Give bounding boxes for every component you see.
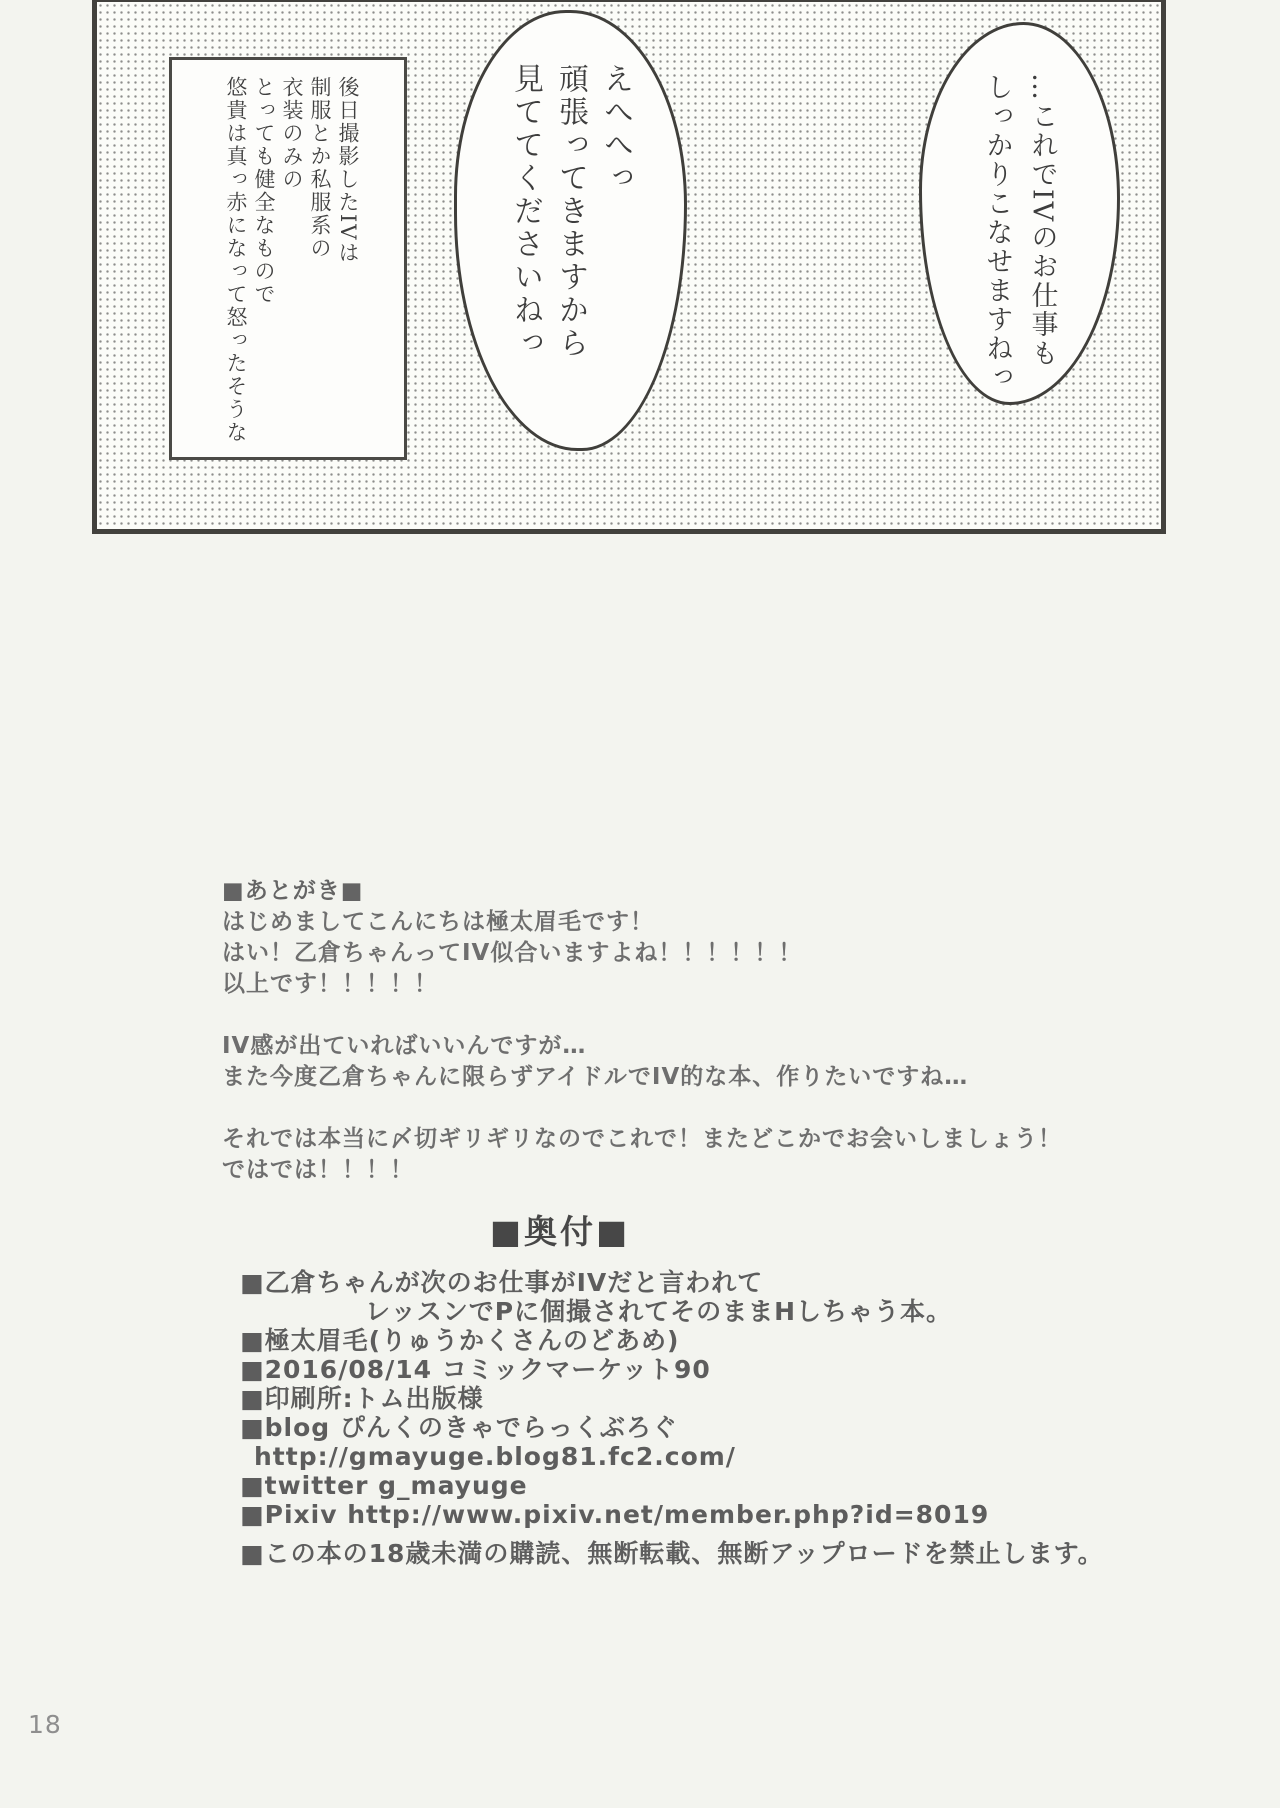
caption-line: とっても健全なもので	[252, 76, 276, 306]
speech-bubble-right	[919, 22, 1120, 405]
speech-bubble-right-text	[975, 73, 1065, 392]
colophon-book-title-line: ■乙倉ちゃんが次のお仕事がIVだと言われて	[240, 1268, 764, 1297]
caption-box	[169, 57, 407, 460]
caption-line: 悠貴は真っ赤になって怒ったそうな	[224, 76, 248, 444]
caption-line: 後日撮影したIVは	[336, 76, 360, 265]
bubble-line: しっかりこなせますねっ	[981, 73, 1013, 392]
afterword-line	[222, 1093, 1062, 1124]
bubble-line: 頑張ってきますから	[553, 63, 588, 360]
afterword-line: それでは本当に〆切ギリギリなのでこれで！またどこかでお会いしましょう！	[222, 1126, 1062, 1152]
colophon-event-line: ■2016/08/14 コミックマーケット90	[240, 1355, 711, 1384]
caption-text	[172, 60, 404, 457]
age-restriction-notice: ■この本の18歳未満の購読、無断転載、無断アップロードを禁止します。	[240, 1539, 1104, 1568]
bubble-line: …これでIVのお仕事も	[1026, 73, 1058, 369]
colophon-pixiv-line: ■Pixiv http://www.pixiv.net/member.php?id=8019	[240, 1500, 990, 1529]
afterword-line: ではでは！！！！	[222, 1157, 414, 1183]
colophon-book-title-line: レッスンでPに個撮されてそのままHしちゃう本。	[365, 1297, 952, 1326]
colophon-twitter-line: ■twitter g_mayuge	[240, 1471, 528, 1500]
afterword-line: はじめましてこんにちは極太眉毛です！	[222, 909, 654, 935]
afterword-line: 以上です！！！！！	[222, 971, 438, 997]
speech-bubble-center	[454, 10, 687, 451]
colophon-section	[240, 1210, 1104, 1568]
speech-bubble-center-text	[503, 63, 638, 360]
caption-line: 衣装のみの	[280, 76, 304, 191]
afterword-section	[222, 876, 1062, 1186]
colophon-blog-url: http://gmayuge.blog81.fc2.com/	[254, 1442, 736, 1471]
colophon-author-line: ■極太眉毛(りゅうかくさんのどあめ)	[240, 1326, 680, 1355]
afterword-line: また今度乙倉ちゃんに限らずアイドルでIV的な本、作りたいですね…	[222, 1064, 969, 1090]
afterword-title: ■あとがき■	[222, 878, 364, 904]
bubble-line: 見ててくださいねっ	[508, 63, 543, 360]
colophon-title: ■奥付■	[489, 1212, 631, 1251]
afterword-line: はい！乙倉ちゃんってIV似合いますよね！！！！！！	[222, 940, 803, 966]
page-number: 18	[28, 1710, 62, 1739]
afterword-line: IV感が出ていればいいんですが…	[222, 1033, 587, 1059]
colophon-printer-line: ■印刷所:トム出版様	[240, 1384, 484, 1413]
caption-line: 制服とか私服系の	[308, 76, 332, 260]
bubble-line: えへへっ	[598, 63, 633, 195]
afterword-line	[222, 1000, 1062, 1031]
comic-panel	[92, 0, 1166, 534]
colophon-blog-line: ■blog ぴんくのきゃでらっくぶろぐ	[240, 1413, 678, 1442]
